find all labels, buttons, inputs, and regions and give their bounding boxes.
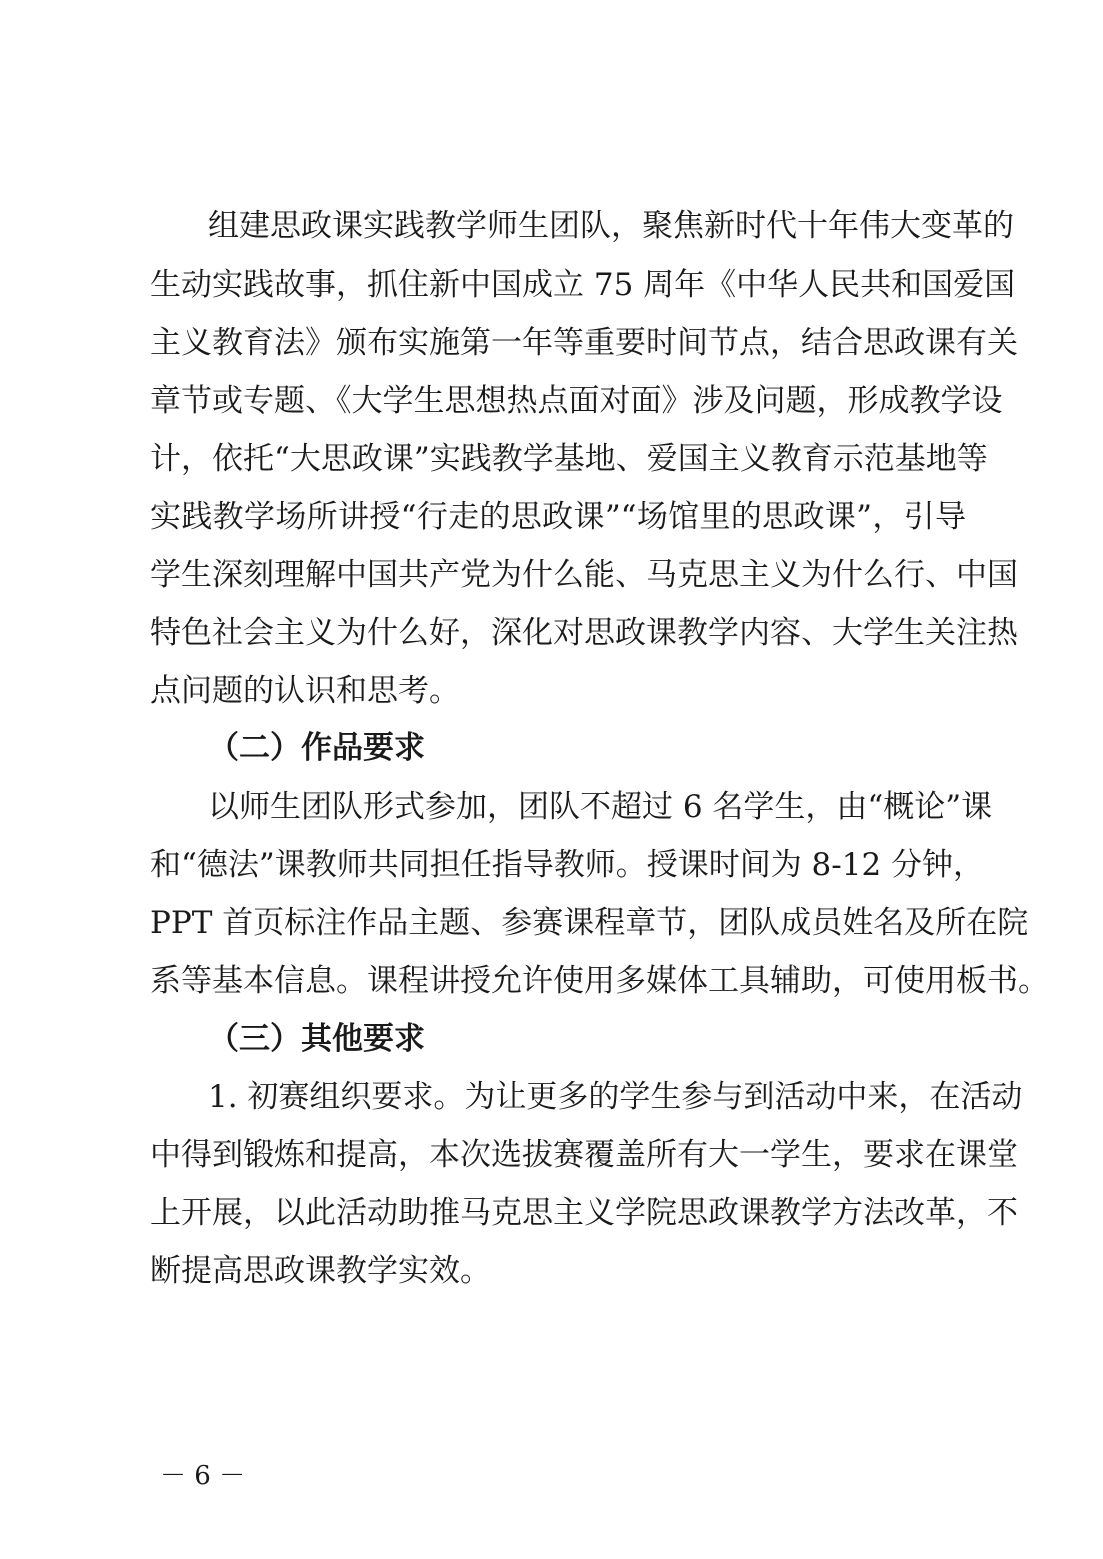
section-heading-2: （二）作品要求 (208, 730, 425, 766)
section-heading-3: （三）其他要求 (208, 1021, 425, 1057)
paragraph-line: 实践教学场所讲授“行走的思政课”“场馆里的思政课”，引导 (150, 499, 966, 535)
paragraph-line: 章节或专题、《大学生思想热点面对面》涉及问题，形成教学设 (150, 383, 1003, 419)
paragraph-line: 和“德法”课教师共同担任指导教师。授课时间为 8-12 分钟， (150, 847, 985, 883)
paragraph-line: 计，依托“大思政课”实践教学基地、爱国主义教育示范基地等 (150, 441, 988, 477)
paragraph-line: 生动实践故事，抓住新中国成立 75 周年《中华人民共和国爱国 (150, 267, 1016, 303)
paragraph-line: 上开展，以此活动助推马克思主义学院思政课教学方法改革，不 (150, 1195, 1018, 1231)
page-number: － 6 － (160, 1461, 246, 1491)
paragraph-line: 组建思政课实践教学师生团队，聚焦新时代十年伟大变革的 (208, 208, 1014, 244)
paragraph-line: 学生深刻理解中国共产党为什么能、马克思主义为什么行、中国 (150, 557, 1018, 593)
paragraph-line: 以师生团队形式参加，团队不超过 6 名学生，由“概论”课 (208, 789, 993, 825)
paragraph-line: 点问题的认识和思考。 (150, 673, 460, 709)
paragraph-line: PPT 首页标注作品主题、参赛课程章节，团队成员姓名及所在院 (150, 905, 1029, 941)
paragraph-line: 系等基本信息。课程讲授允许使用多媒体工具辅助，可使用板书。 (150, 963, 1049, 999)
paragraph-line: 主义教育法》颁布实施第一年等重要时间节点，结合思政课有关 (150, 325, 1018, 361)
paragraph-line: 特色社会主义为什么好，深化对思政课教学内容、大学生关注热 (150, 615, 1018, 651)
paragraph-line: 断提高思政课教学实效。 (150, 1253, 491, 1289)
paragraph-line: 中得到锻炼和提高，本次选拔赛覆盖所有大一学生，要求在课堂 (150, 1137, 1018, 1173)
paragraph-line: 1. 初赛组织要求。为让更多的学生参与到活动中来，在活动 (208, 1079, 1023, 1115)
